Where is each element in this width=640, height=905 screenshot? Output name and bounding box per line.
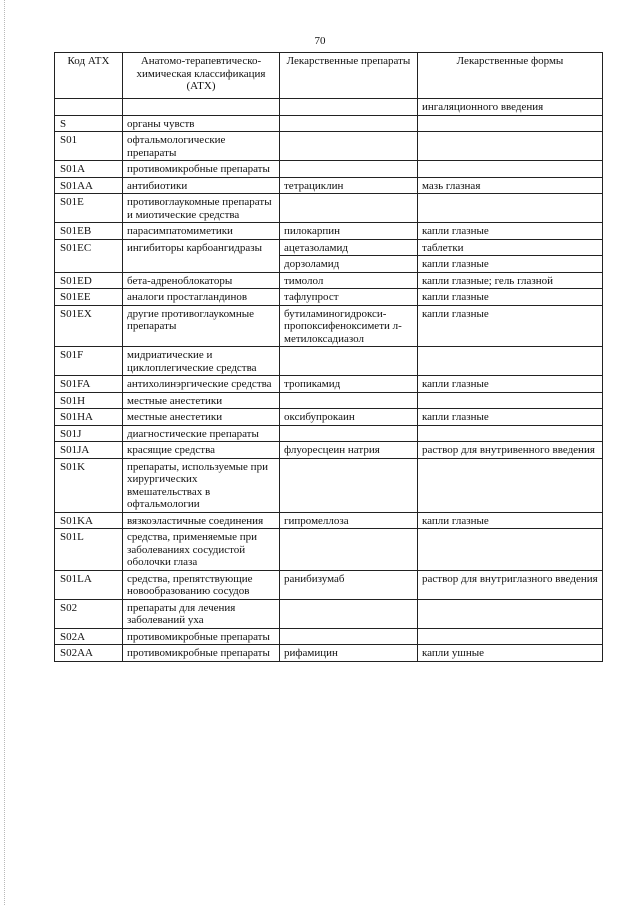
cell-code: S01KA (55, 512, 123, 529)
table-row (55, 347, 603, 376)
header-code: Код АТХ (55, 53, 123, 99)
cell-classification: противомикробные препараты (123, 161, 280, 178)
cell-form: капли глазные (418, 376, 603, 393)
table-row (55, 115, 603, 132)
cell-drug: пилокарпин (280, 223, 418, 240)
table-row (55, 272, 603, 289)
scan-edge (4, 0, 5, 905)
cell-form: капли глазные (418, 409, 603, 426)
cell-drug (280, 599, 418, 628)
cell-drug: рифамицин (280, 645, 418, 662)
cell-classification (123, 99, 280, 116)
cell-code: S01FA (55, 376, 123, 393)
page-number: 70 (314, 35, 326, 47)
cell-form: таблетки (418, 239, 603, 256)
cell-code: S01EB (55, 223, 123, 240)
cell-form: капли глазные (418, 305, 603, 347)
cell-classification: бета-адреноблокаторы (123, 272, 280, 289)
table-row (55, 161, 603, 178)
cell-drug: оксибупрокаин (280, 409, 418, 426)
cell-classification: диагностические препараты (123, 425, 280, 442)
cell-classification: противомикробные препараты (123, 628, 280, 645)
atc-table (54, 52, 603, 662)
cell-drug (280, 99, 418, 116)
table-row (55, 599, 603, 628)
table-header-row (55, 53, 603, 99)
cell-code: S01L (55, 529, 123, 571)
header-forms: Лекарственные формы (418, 53, 603, 99)
cell-drug (280, 628, 418, 645)
cell-code: S02A (55, 628, 123, 645)
cell-code: S01EX (55, 305, 123, 347)
table-row (55, 442, 603, 459)
cell-form (418, 628, 603, 645)
cell-form (418, 529, 603, 571)
cell-drug (280, 161, 418, 178)
cell-form (418, 132, 603, 161)
cell-form (418, 425, 603, 442)
cell-form: капли глазные (418, 223, 603, 240)
cell-form: раствор для внутривенного введения (418, 442, 603, 459)
cell-code: S (55, 115, 123, 132)
table-row (55, 194, 603, 223)
cell-classification: препараты, используемые при хирургических вмешательствах в офтальмологии (123, 458, 280, 512)
cell-code: S01E (55, 194, 123, 223)
cell-drug (280, 132, 418, 161)
cell-drug (280, 425, 418, 442)
cell-classification: офтальмологические препараты (123, 132, 280, 161)
cell-classification: другие противоглаукомные препараты (123, 305, 280, 347)
cell-form (418, 458, 603, 512)
cell-code: S01EC (55, 239, 123, 272)
cell-code: S02 (55, 599, 123, 628)
cell-drug (280, 392, 418, 409)
cell-code: S01ED (55, 272, 123, 289)
cell-code: S01K (55, 458, 123, 512)
cell-classification: противомикробные препараты (123, 645, 280, 662)
cell-drug: тафлупрост (280, 289, 418, 306)
cell-classification: органы чувств (123, 115, 280, 132)
cell-drug (280, 529, 418, 571)
cell-drug: тимолол (280, 272, 418, 289)
table-row (55, 425, 603, 442)
cell-classification: красящие средства (123, 442, 280, 459)
cell-code: S01H (55, 392, 123, 409)
cell-classification: антихолинэргические средства (123, 376, 280, 393)
cell-code: S01EE (55, 289, 123, 306)
cell-form: мазь глазная (418, 177, 603, 194)
table-row (55, 239, 603, 256)
cell-form (418, 194, 603, 223)
cell-form (418, 347, 603, 376)
cell-drug: дорзоламид (280, 256, 418, 273)
cell-drug: гипромеллоза (280, 512, 418, 529)
cell-drug (280, 458, 418, 512)
header-classification: Анатомо-терапевтическо-химическая классификация (АТХ) (123, 53, 280, 99)
cell-form (418, 115, 603, 132)
cell-code: S02AA (55, 645, 123, 662)
cell-classification: мидриатические и циклоплегические средства (123, 347, 280, 376)
cell-form: капли глазные (418, 512, 603, 529)
table-row (55, 628, 603, 645)
table-row (55, 392, 603, 409)
cell-form (418, 599, 603, 628)
cell-form (418, 161, 603, 178)
cell-drug: тропикамид (280, 376, 418, 393)
cell-drug: тетрациклин (280, 177, 418, 194)
table-row (55, 645, 603, 662)
cell-classification: парасимпатомиметики (123, 223, 280, 240)
cell-form: капли глазные (418, 256, 603, 273)
cell-classification: препараты для лечения заболеваний уха (123, 599, 280, 628)
cell-classification: средства, препятствующие новообразованию сосудов (123, 570, 280, 599)
cell-form (418, 392, 603, 409)
table-row (55, 512, 603, 529)
cell-code: S01 (55, 132, 123, 161)
cell-form: капли глазные (418, 289, 603, 306)
cell-drug (280, 347, 418, 376)
table-row (55, 99, 603, 116)
cell-code: S01JA (55, 442, 123, 459)
cell-classification: ингибиторы карбоангидразы (123, 239, 280, 272)
cell-code: S01LA (55, 570, 123, 599)
cell-code: S01HA (55, 409, 123, 426)
header-drugs: Лекарственные препараты (280, 53, 418, 99)
cell-classification: вязкоэластичные соединения (123, 512, 280, 529)
cell-code: S01J (55, 425, 123, 442)
cell-form: раствор для внутриглазного введения (418, 570, 603, 599)
table-row (55, 409, 603, 426)
cell-classification: антибиотики (123, 177, 280, 194)
cell-classification: местные анестетики (123, 392, 280, 409)
table-row (55, 289, 603, 306)
cell-drug: ацетазоламид (280, 239, 418, 256)
cell-drug (280, 115, 418, 132)
cell-drug: ранибизумаб (280, 570, 418, 599)
cell-drug (280, 194, 418, 223)
cell-form: ингаляционного введения (418, 99, 603, 116)
cell-classification: местные анестетики (123, 409, 280, 426)
cell-form: капли ушные (418, 645, 603, 662)
cell-classification: противоглаукомные препараты и миотические средства (123, 194, 280, 223)
cell-drug: флуоресцеин натрия (280, 442, 418, 459)
table-row (55, 223, 603, 240)
table-row (55, 132, 603, 161)
cell-classification: средства, применяемые при заболеваниях сосудистой оболочки глаза (123, 529, 280, 571)
table-row (55, 305, 603, 347)
cell-code (55, 99, 123, 116)
cell-drug: бутиламиногидрокси-пропоксифеноксимети л-метилоксадиазол (280, 305, 418, 347)
cell-code: S01AA (55, 177, 123, 194)
table-row (55, 529, 603, 571)
table-row (55, 376, 603, 393)
table-row (55, 458, 603, 512)
table-row (55, 570, 603, 599)
cell-classification: аналоги простагландинов (123, 289, 280, 306)
table-row (55, 177, 603, 194)
cell-code: S01A (55, 161, 123, 178)
cell-form: капли глазные; гель глазной (418, 272, 603, 289)
cell-code: S01F (55, 347, 123, 376)
